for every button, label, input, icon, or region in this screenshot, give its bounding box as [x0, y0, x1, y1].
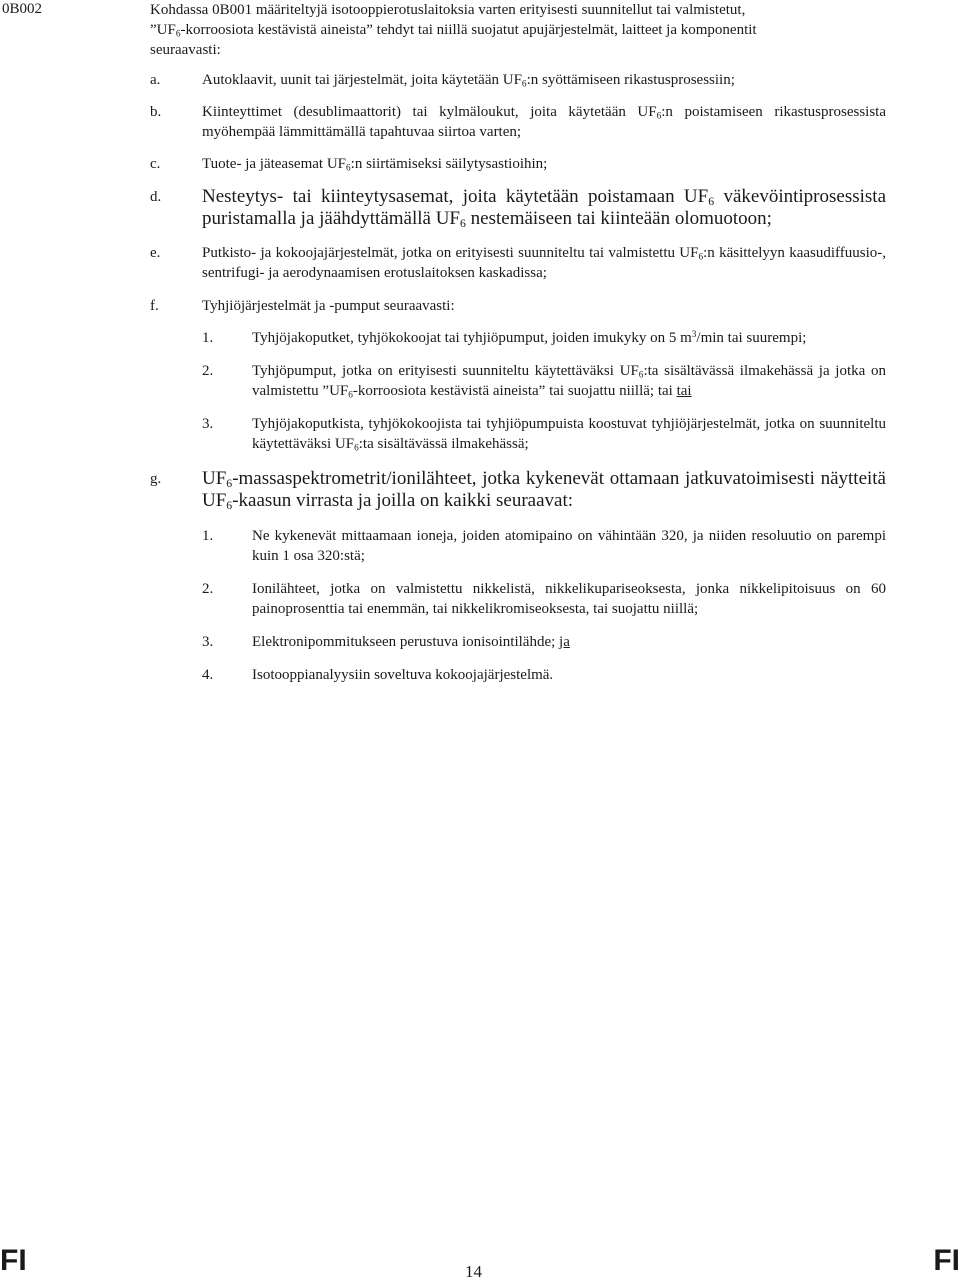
item-text — [202, 468, 886, 512]
text-part: Tyhjöjakoputket, tyhjökokoojat tai tyhjiöpumput, joiden imukyky on 5 m — [252, 330, 692, 346]
sub-item-f2 — [202, 361, 886, 401]
footer-language-left: FI — [0, 1244, 27, 1277]
underlined-conjunction: tai — [676, 383, 692, 399]
subscript: 6 — [226, 476, 233, 490]
text-part: :n siirtämiseksi säilytysastioihin; — [350, 156, 548, 172]
subscript: 6 — [346, 163, 351, 174]
sub-item-text — [252, 328, 886, 348]
sub-item-label: 2. — [202, 363, 214, 379]
sub-item-label: 2. — [202, 581, 214, 597]
text-part: :ta sisältävässä ilmakehässä ja jotka on valmistettu ”UF — [252, 363, 886, 399]
text-part: -kaasun virrasta ja joilla on kaikki seuraavat: — [232, 490, 574, 511]
intro-line-2a: ”UF — [150, 22, 176, 38]
list-item-e — [150, 243, 886, 283]
list-item-f — [150, 296, 886, 316]
text-part: Autoklaavit, uunit tai järjestelmät, joita käytetään UF — [202, 72, 522, 88]
text-part: :n käsittelyyn kaasudiffuusio-, sentrifugi- ja aerodynaamisen erotuslaitoksen kaskadissa; — [202, 245, 887, 281]
text-part: nestemäiseen tai kiinteään olomuotoon; — [465, 208, 772, 229]
subscript: 6 — [698, 252, 704, 263]
item-label: d. — [150, 189, 162, 205]
text-part: Tuote- ja jäteasemat UF — [202, 156, 347, 172]
document-body — [150, 0, 886, 685]
subscript: 6 — [175, 29, 181, 40]
list-item-a — [150, 70, 886, 90]
item-text — [202, 154, 886, 174]
item-text — [202, 102, 886, 142]
subscript: 6 — [708, 194, 715, 208]
sub-item-label: 1. — [202, 330, 214, 346]
item-text: Tyhjiöjärjestelmät ja -pumput seuraavasti: — [202, 298, 455, 314]
subscript: 6 — [638, 370, 644, 381]
text-part: Putkisto- ja kokoojajärjestelmät, jotka on erityisesti suunniteltu tai valmistettu UF — [202, 245, 699, 261]
sub-item-label: 3. — [202, 634, 214, 650]
subscript: 6 — [348, 390, 353, 401]
sub-item-label: 1. — [202, 528, 214, 544]
text-part: :n poistamiseen rikastusprosessista myöhempää lämmittämällä tapahtuvaa siirtoa varten; — [202, 104, 886, 140]
list-item-d — [150, 186, 886, 230]
intro-line-1: Kohdassa 0B001 määriteltyjä isotooppierotuslaitoksia varten erityisesti suunnitellut tai valmistetut, — [150, 2, 746, 18]
text-part: -korroosiota kestävistä aineista” tai suojattu niillä; tai — [352, 383, 677, 399]
subscript: 6 — [521, 79, 527, 90]
sub-item-g1 — [202, 526, 886, 566]
sub-item-text — [252, 361, 886, 401]
text-part: väkevöintiprosessista puristamalla ja jäähdyttämällä UF — [202, 186, 886, 229]
subscript: 6 — [226, 498, 233, 512]
item-label: a. — [150, 72, 161, 88]
subscript: 6 — [460, 216, 466, 230]
sub-item-label: 4. — [202, 667, 214, 683]
text-part: :n syöttämiseen rikastusprosessiin; — [526, 72, 735, 88]
text-part: Nesteytys- tai kiinteytysasemat, joita käytetään poistamaan UF — [202, 186, 709, 207]
sub-item-text: Ionilähteet, jotka on valmistettu nikkelistä, nikkelikupariseoksesta, jonka nikkelipitoisuus on 60 painoprosenttia tai enemmän, tai nikkelikromiseoksesta, tai suojattu niillä; — [252, 581, 886, 617]
item-label: e. — [150, 245, 161, 261]
sub-item-f3 — [202, 414, 886, 454]
text-part: /min tai suurempi; — [696, 330, 807, 346]
intro-line-2b: -korroosiota kestävistä aineista” tehdyt tai niillä suojatut apujärjestelmät, laitteet ja komponentit — [180, 22, 757, 38]
sub-item-text — [252, 414, 886, 454]
sub-item-text: Isotooppianalyysiin soveltuva kokoojajärjestelmä. — [252, 667, 554, 683]
item-label: g. — [150, 471, 162, 487]
item-text — [202, 243, 886, 283]
intro-paragraph — [150, 0, 886, 60]
subscript: 6 — [656, 111, 662, 122]
text-part: Kiinteyttimet (desublimaattorit) tai kylmäloukut, joita käytetään UF — [202, 104, 657, 120]
text-part: Tyhjöpumput, jotka on erityisesti suunniteltu käytettäväksi UF — [252, 363, 639, 379]
intro-line-3: seuraavasti: — [150, 42, 221, 58]
sub-item-g2 — [202, 579, 886, 619]
sub-item-text — [252, 632, 886, 652]
underlined-conjunction: ja — [559, 634, 570, 650]
superscript: 3 — [691, 329, 697, 340]
footer-language-right: FI — [933, 1244, 960, 1277]
item-label: c. — [150, 156, 161, 172]
list-item-g — [150, 468, 886, 512]
item-text — [202, 70, 886, 90]
sub-item-label: 3. — [202, 416, 214, 432]
subscript: 6 — [354, 443, 359, 454]
sub-item-f1 — [202, 328, 886, 348]
sub-item-text: Ne kykenevät mittaamaan ioneja, joiden atomipaino on vähintään 320, ja niiden resoluutio on parempi kuin 1 osa 320:stä; — [252, 528, 886, 564]
text-part: Tyhjöjakoputkista, tyhjökokoojista tai tyhjiöpumpuista koostuvat tyhjiöjärjestelmät, jotka on suunniteltu käytettäväksi UF — [252, 416, 886, 452]
text-part: :ta sisältävässä ilmakehässä; — [358, 436, 529, 452]
sub-item-g4 — [202, 665, 886, 685]
text-part: -massaspektrometrit/ionilähteet, jotka kykenevät ottamaan jatkuvatoimisesti näytteitä UF — [202, 468, 886, 511]
item-label: b. — [150, 104, 162, 120]
text-part: Elektronipommitukseen perustuva ionisointilähde; — [252, 634, 560, 650]
section-code: 0B002 — [2, 1, 43, 17]
list-item-c — [150, 154, 886, 174]
text-part: UF — [202, 468, 227, 489]
page-number: 14 — [465, 1262, 482, 1281]
item-text — [202, 186, 886, 230]
sub-item-g3 — [202, 632, 886, 652]
item-label: f. — [150, 298, 159, 314]
list-item-b — [150, 102, 886, 142]
